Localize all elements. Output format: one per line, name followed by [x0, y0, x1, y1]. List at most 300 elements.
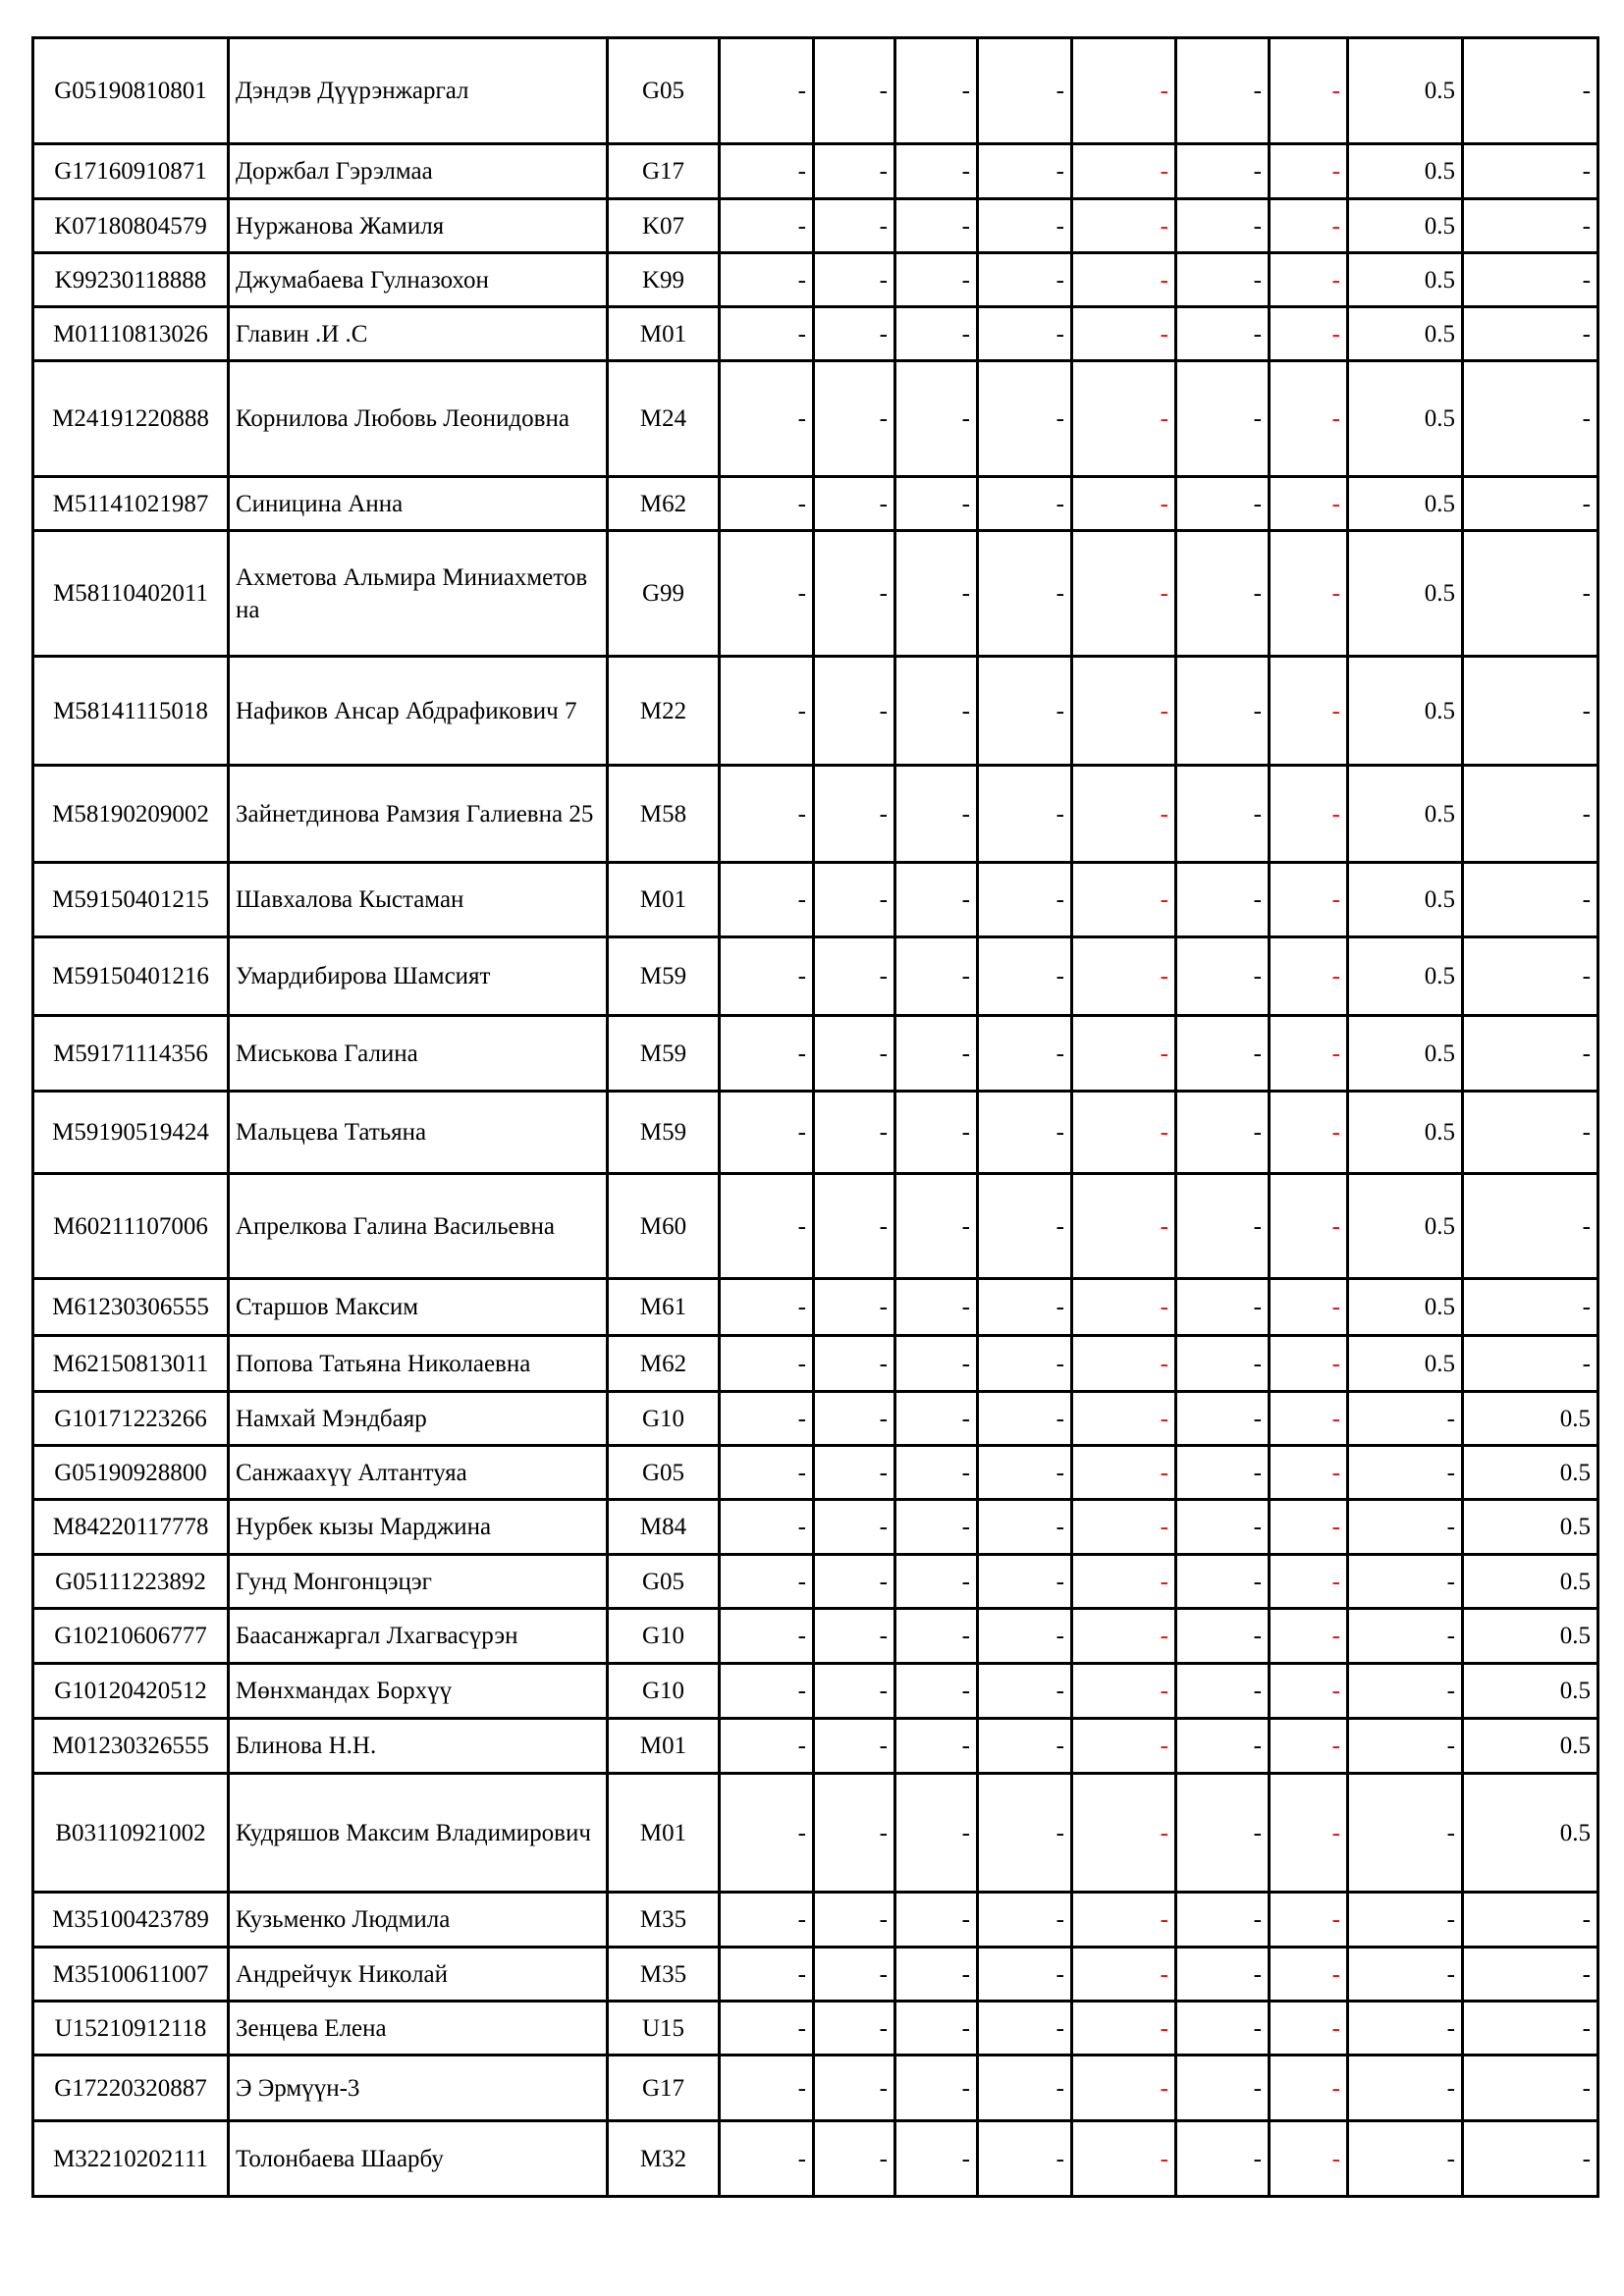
score-cell-2: - [814, 1609, 895, 1664]
score-cell-4: - [978, 253, 1072, 307]
score-cell-8: - [1348, 1392, 1463, 1446]
score-cell-8: 0.5 [1348, 1092, 1463, 1174]
score-cell-1: - [720, 1948, 814, 2002]
score-cell-9: - [1463, 1948, 1598, 2002]
score-cell-8: - [1348, 2056, 1463, 2121]
participant-name-cell: Нуржанова Жамиля [229, 199, 608, 253]
participant-id-cell: G10210606777 [33, 1609, 229, 1664]
score-cell-3: - [895, 657, 978, 766]
score-cell-2: - [814, 2002, 895, 2056]
score-cell-6: - [1176, 1948, 1270, 2002]
score-cell-8: - [1348, 2121, 1463, 2197]
table-row [33, 253, 1598, 307]
score-cell-3: - [895, 2121, 978, 2197]
participant-id-cell: M24191220888 [33, 361, 229, 477]
group-code-cell: G17 [608, 144, 720, 199]
score-cell-6: - [1176, 1016, 1270, 1092]
score-cell-8: 0.5 [1348, 863, 1463, 937]
score-cell-9: - [1463, 2056, 1598, 2121]
table-row [33, 1719, 1598, 1774]
score-cell-9: 0.5 [1463, 1500, 1598, 1555]
score-cell-4: - [978, 1392, 1072, 1446]
score-cell-4: - [978, 144, 1072, 199]
group-code-cell: M62 [608, 1336, 720, 1392]
score-cell-5: - [1072, 1555, 1176, 1609]
score-cell-8: - [1348, 1555, 1463, 1609]
table-row [33, 1016, 1598, 1092]
group-code-cell: M59 [608, 1092, 720, 1174]
score-cell-2: - [814, 1279, 895, 1336]
group-code-cell: G99 [608, 531, 720, 657]
score-cell-4: - [978, 1893, 1072, 1948]
score-cell-2: - [814, 1446, 895, 1500]
score-cell-6: - [1176, 1555, 1270, 1609]
score-cell-9: - [1463, 657, 1598, 766]
score-cell-8: 0.5 [1348, 1016, 1463, 1092]
score-cell-3: - [895, 1555, 978, 1609]
score-cell-3: - [895, 1774, 978, 1893]
score-cell-3: - [895, 1500, 978, 1555]
score-cell-1: - [720, 2121, 814, 2197]
score-cell-6: - [1176, 1392, 1270, 1446]
score-cell-1: - [720, 766, 814, 863]
score-cell-7: - [1270, 1336, 1348, 1392]
score-cell-6: - [1176, 144, 1270, 199]
score-cell-1: - [720, 1500, 814, 1555]
score-cell-7: - [1270, 1609, 1348, 1664]
score-cell-6: - [1176, 766, 1270, 863]
score-cell-1: - [720, 1392, 814, 1446]
score-cell-4: - [978, 2056, 1072, 2121]
score-cell-2: - [814, 307, 895, 361]
score-cell-2: - [814, 2056, 895, 2121]
score-cell-4: - [978, 38, 1072, 144]
score-cell-8: - [1348, 1609, 1463, 1664]
score-cell-5: - [1072, 307, 1176, 361]
score-cell-5: - [1072, 38, 1176, 144]
score-cell-9: 0.5 [1463, 1555, 1598, 1609]
score-cell-1: - [720, 1279, 814, 1336]
score-cell-8: 0.5 [1348, 477, 1463, 531]
score-cell-7: - [1270, 1664, 1348, 1719]
table-row [33, 144, 1598, 199]
participant-name-cell: Ахметова Альмира Миниахметовна [229, 531, 608, 657]
score-cell-7: - [1270, 38, 1348, 144]
score-cell-9: - [1463, 1174, 1598, 1279]
participant-name-cell: Старшов Максим [229, 1279, 608, 1336]
score-cell-1: - [720, 1174, 814, 1279]
participant-id-cell: M35100423789 [33, 1893, 229, 1948]
score-cell-9: - [1463, 766, 1598, 863]
table-row [33, 2121, 1598, 2197]
score-cell-1: - [720, 1719, 814, 1774]
participant-name-cell: Толонбаева Шаарбу [229, 2121, 608, 2197]
score-cell-6: - [1176, 1279, 1270, 1336]
participant-id-cell: G05190810801 [33, 38, 229, 144]
participant-id-cell: M59171114356 [33, 1016, 229, 1092]
score-cell-7: - [1270, 863, 1348, 937]
participant-name-cell: Гунд Монгонцэцэг [229, 1555, 608, 1609]
score-cell-4: - [978, 2121, 1072, 2197]
participant-id-cell: M62150813011 [33, 1336, 229, 1392]
score-cell-8: - [1348, 2002, 1463, 2056]
group-code-cell: K07 [608, 199, 720, 253]
score-cell-3: - [895, 1092, 978, 1174]
score-cell-5: - [1072, 1279, 1176, 1336]
score-cell-8: 0.5 [1348, 1174, 1463, 1279]
table-row [33, 199, 1598, 253]
score-cell-6: - [1176, 937, 1270, 1016]
participant-name-cell: Намхай Мэндбаяр [229, 1392, 608, 1446]
participant-id-cell: M01110813026 [33, 307, 229, 361]
score-cell-3: - [895, 1279, 978, 1336]
score-cell-6: - [1176, 1336, 1270, 1392]
score-cell-2: - [814, 1500, 895, 1555]
participant-id-cell: M32210202111 [33, 2121, 229, 2197]
score-cell-6: - [1176, 477, 1270, 531]
score-cell-3: - [895, 531, 978, 657]
score-cell-4: - [978, 361, 1072, 477]
score-cell-3: - [895, 1174, 978, 1279]
score-cell-2: - [814, 766, 895, 863]
score-cell-5: - [1072, 937, 1176, 1016]
score-cell-7: - [1270, 361, 1348, 477]
score-cell-1: - [720, 307, 814, 361]
score-cell-3: - [895, 1609, 978, 1664]
score-cell-6: - [1176, 2121, 1270, 2197]
score-cell-5: - [1072, 199, 1176, 253]
score-cell-4: - [978, 1948, 1072, 2002]
score-cell-1: - [720, 1893, 814, 1948]
score-cell-3: - [895, 937, 978, 1016]
score-cell-9: 0.5 [1463, 1664, 1598, 1719]
score-cell-7: - [1270, 1500, 1348, 1555]
score-cell-8: - [1348, 1500, 1463, 1555]
score-cell-5: - [1072, 863, 1176, 937]
score-cell-6: - [1176, 1893, 1270, 1948]
score-cell-9: - [1463, 361, 1598, 477]
participant-name-cell: Джумабаева Гулназохон [229, 253, 608, 307]
score-cell-9: - [1463, 2121, 1598, 2197]
participant-id-cell: G10120420512 [33, 1664, 229, 1719]
group-code-cell: M59 [608, 937, 720, 1016]
group-code-cell: M61 [608, 1279, 720, 1336]
score-cell-5: - [1072, 361, 1176, 477]
score-cell-7: - [1270, 2056, 1348, 2121]
score-cell-1: - [720, 477, 814, 531]
group-code-cell: M32 [608, 2121, 720, 2197]
table-row [33, 1092, 1598, 1174]
score-cell-3: - [895, 253, 978, 307]
group-code-cell: G05 [608, 1555, 720, 1609]
table-row [33, 766, 1598, 863]
score-cell-1: - [720, 1664, 814, 1719]
participant-name-cell: Корнилова Любовь Леонидовна [229, 361, 608, 477]
score-cell-9: - [1463, 2002, 1598, 2056]
score-cell-5: - [1072, 144, 1176, 199]
score-cell-9: - [1463, 477, 1598, 531]
score-cell-7: - [1270, 1279, 1348, 1336]
table-row [33, 2002, 1598, 2056]
score-cell-5: - [1072, 1774, 1176, 1893]
score-cell-6: - [1176, 1092, 1270, 1174]
participant-name-cell: Шавхалова Кыстаман [229, 863, 608, 937]
score-cell-1: - [720, 2056, 814, 2121]
participant-name-cell: Андрейчук Николай [229, 1948, 608, 2002]
score-cell-2: - [814, 1174, 895, 1279]
table-row [33, 1500, 1598, 1555]
score-cell-9: - [1463, 1016, 1598, 1092]
score-cell-8: 0.5 [1348, 1279, 1463, 1336]
score-cell-3: - [895, 2056, 978, 2121]
score-cell-8: 0.5 [1348, 38, 1463, 144]
table-row [33, 2056, 1598, 2121]
participant-name-cell: Блинова Н.Н. [229, 1719, 608, 1774]
score-cell-8: 0.5 [1348, 531, 1463, 657]
group-code-cell: M01 [608, 1719, 720, 1774]
score-cell-4: - [978, 1174, 1072, 1279]
score-cell-4: - [978, 1609, 1072, 1664]
score-cell-2: - [814, 863, 895, 937]
participant-name-cell: Дэндэв Дүүрэнжаргал [229, 38, 608, 144]
score-cell-6: - [1176, 199, 1270, 253]
score-cell-1: - [720, 1446, 814, 1500]
group-code-cell: G10 [608, 1392, 720, 1446]
score-cell-7: - [1270, 1719, 1348, 1774]
score-cell-7: - [1270, 1446, 1348, 1500]
score-cell-1: - [720, 144, 814, 199]
score-cell-4: - [978, 937, 1072, 1016]
group-code-cell: G10 [608, 1609, 720, 1664]
score-cell-2: - [814, 1719, 895, 1774]
group-code-cell: M58 [608, 766, 720, 863]
participant-name-cell: Главин .И .С [229, 307, 608, 361]
table-row [33, 1446, 1598, 1500]
score-cell-5: - [1072, 1893, 1176, 1948]
participant-id-cell: M58190209002 [33, 766, 229, 863]
score-cell-9: - [1463, 937, 1598, 1016]
group-code-cell: G17 [608, 2056, 720, 2121]
score-cell-8: - [1348, 1948, 1463, 2002]
score-cell-4: - [978, 1774, 1072, 1893]
score-cell-3: - [895, 1893, 978, 1948]
participant-name-cell: Синицина Анна [229, 477, 608, 531]
table-row [33, 937, 1598, 1016]
participant-id-cell: M59150401216 [33, 937, 229, 1016]
group-code-cell: M01 [608, 1774, 720, 1893]
score-cell-5: - [1072, 1609, 1176, 1664]
score-cell-3: - [895, 38, 978, 144]
score-cell-8: 0.5 [1348, 937, 1463, 1016]
score-cell-5: - [1072, 657, 1176, 766]
group-code-cell: M59 [608, 1016, 720, 1092]
participant-id-cell: M58110402011 [33, 531, 229, 657]
score-cell-8: 0.5 [1348, 307, 1463, 361]
score-cell-7: - [1270, 766, 1348, 863]
participant-id-cell: M35100611007 [33, 1948, 229, 2002]
score-cell-4: - [978, 766, 1072, 863]
score-cell-2: - [814, 2121, 895, 2197]
participant-id-cell: M61230306555 [33, 1279, 229, 1336]
score-cell-1: - [720, 2002, 814, 2056]
table-row [33, 1174, 1598, 1279]
participant-name-cell: Апрелкова Галина Васильевна [229, 1174, 608, 1279]
score-cell-6: - [1176, 1174, 1270, 1279]
score-cell-1: - [720, 657, 814, 766]
participant-name-cell: Зенцева Елена [229, 2002, 608, 2056]
score-cell-4: - [978, 1500, 1072, 1555]
table-row [33, 1555, 1598, 1609]
score-cell-2: - [814, 1948, 895, 2002]
group-code-cell: M60 [608, 1174, 720, 1279]
score-cell-9: - [1463, 1893, 1598, 1948]
score-cell-7: - [1270, 477, 1348, 531]
score-cell-3: - [895, 1719, 978, 1774]
table-row [33, 531, 1598, 657]
score-cell-9: - [1463, 863, 1598, 937]
score-cell-5: - [1072, 531, 1176, 657]
score-cell-4: - [978, 1092, 1072, 1174]
score-cell-9: - [1463, 199, 1598, 253]
score-cell-1: - [720, 1609, 814, 1664]
score-cell-2: - [814, 361, 895, 477]
participant-name-cell: Доржбал Гэрэлмаа [229, 144, 608, 199]
score-cell-5: - [1072, 1392, 1176, 1446]
score-cell-8: 0.5 [1348, 766, 1463, 863]
score-cell-6: - [1176, 38, 1270, 144]
score-cell-7: - [1270, 1774, 1348, 1893]
table-row [33, 477, 1598, 531]
participant-name-cell: Кудряшов Максим Владимирович [229, 1774, 608, 1893]
score-cell-9: - [1463, 1336, 1598, 1392]
score-cell-9: 0.5 [1463, 1719, 1598, 1774]
participant-id-cell: M01230326555 [33, 1719, 229, 1774]
participant-name-cell: Попова Татьяна Николаевна [229, 1336, 608, 1392]
score-cell-8: - [1348, 1664, 1463, 1719]
score-cell-8: 0.5 [1348, 1336, 1463, 1392]
score-cell-9: - [1463, 1092, 1598, 1174]
group-code-cell: M84 [608, 1500, 720, 1555]
score-cell-2: - [814, 38, 895, 144]
score-cell-7: - [1270, 1174, 1348, 1279]
score-cell-3: - [895, 1016, 978, 1092]
score-cell-6: - [1176, 1719, 1270, 1774]
score-cell-2: - [814, 531, 895, 657]
participant-name-cell: Нурбек кызы Марджина [229, 1500, 608, 1555]
score-cell-9: - [1463, 144, 1598, 199]
participant-id-cell: M59150401215 [33, 863, 229, 937]
score-cell-3: - [895, 361, 978, 477]
score-cell-2: - [814, 1664, 895, 1719]
score-cell-7: - [1270, 199, 1348, 253]
score-cell-5: - [1072, 1336, 1176, 1392]
score-cell-6: - [1176, 1500, 1270, 1555]
participant-name-cell: Нафиков Ансар Абдрафикович 7 [229, 657, 608, 766]
score-cell-7: - [1270, 1893, 1348, 1948]
score-cell-2: - [814, 1555, 895, 1609]
score-cell-7: - [1270, 1555, 1348, 1609]
score-cell-7: - [1270, 937, 1348, 1016]
participant-id-cell: K99230118888 [33, 253, 229, 307]
participant-id-cell: B03110921002 [33, 1774, 229, 1893]
score-cell-1: - [720, 863, 814, 937]
score-cell-9: - [1463, 307, 1598, 361]
score-cell-4: - [978, 1446, 1072, 1500]
score-cell-6: - [1176, 657, 1270, 766]
score-cell-2: - [814, 144, 895, 199]
score-cell-9: - [1463, 531, 1598, 657]
score-cell-7: - [1270, 307, 1348, 361]
table-row [33, 863, 1598, 937]
score-cell-4: - [978, 1279, 1072, 1336]
score-cell-7: - [1270, 2121, 1348, 2197]
score-cell-6: - [1176, 253, 1270, 307]
score-cell-2: - [814, 1774, 895, 1893]
score-cell-2: - [814, 477, 895, 531]
score-cell-8: - [1348, 1446, 1463, 1500]
score-cell-6: - [1176, 1446, 1270, 1500]
score-cell-7: - [1270, 144, 1348, 199]
score-cell-3: - [895, 144, 978, 199]
participant-name-cell: Кузьменко Людмила [229, 1893, 608, 1948]
participant-id-cell: G17220320887 [33, 2056, 229, 2121]
score-cell-1: - [720, 1016, 814, 1092]
score-cell-5: - [1072, 1016, 1176, 1092]
score-cell-5: - [1072, 1500, 1176, 1555]
participant-id-cell: G05190928800 [33, 1446, 229, 1500]
score-cell-7: - [1270, 1948, 1348, 2002]
group-code-cell: M24 [608, 361, 720, 477]
score-cell-1: - [720, 253, 814, 307]
participant-name-cell: Зайнетдинова Рамзия Галиевна 25 [229, 766, 608, 863]
score-cell-2: - [814, 253, 895, 307]
score-cell-7: - [1270, 657, 1348, 766]
group-code-cell: U15 [608, 2002, 720, 2056]
score-cell-5: - [1072, 1446, 1176, 1500]
group-code-cell: M01 [608, 863, 720, 937]
score-cell-3: - [895, 2002, 978, 2056]
group-code-cell: G05 [608, 38, 720, 144]
participant-name-cell: Мөнхмандах Борхүү [229, 1664, 608, 1719]
participant-id-cell: M60211107006 [33, 1174, 229, 1279]
score-cell-4: - [978, 1016, 1072, 1092]
score-cell-5: - [1072, 1719, 1176, 1774]
score-cell-8: - [1348, 1774, 1463, 1893]
table-row [33, 1279, 1598, 1336]
score-cell-9: - [1463, 1279, 1598, 1336]
score-cell-6: - [1176, 2002, 1270, 2056]
score-cell-5: - [1072, 1092, 1176, 1174]
score-cell-6: - [1176, 1609, 1270, 1664]
score-cell-6: - [1176, 2056, 1270, 2121]
table-row [33, 1609, 1598, 1664]
participant-name-cell: Санжаахүү Алтантуяа [229, 1446, 608, 1500]
group-code-cell: G10 [608, 1664, 720, 1719]
table-row [33, 38, 1598, 144]
score-cell-3: - [895, 766, 978, 863]
score-cell-6: - [1176, 361, 1270, 477]
score-cell-2: - [814, 1336, 895, 1392]
score-cell-4: - [978, 2002, 1072, 2056]
table-row [33, 1664, 1598, 1719]
score-cell-8: 0.5 [1348, 657, 1463, 766]
group-code-cell: M35 [608, 1948, 720, 2002]
score-cell-5: - [1072, 477, 1176, 531]
participant-name-cell: Баасанжаргал Лхагвасүрэн [229, 1609, 608, 1664]
score-cell-5: - [1072, 1174, 1176, 1279]
score-cell-1: - [720, 38, 814, 144]
score-cell-5: - [1072, 766, 1176, 863]
